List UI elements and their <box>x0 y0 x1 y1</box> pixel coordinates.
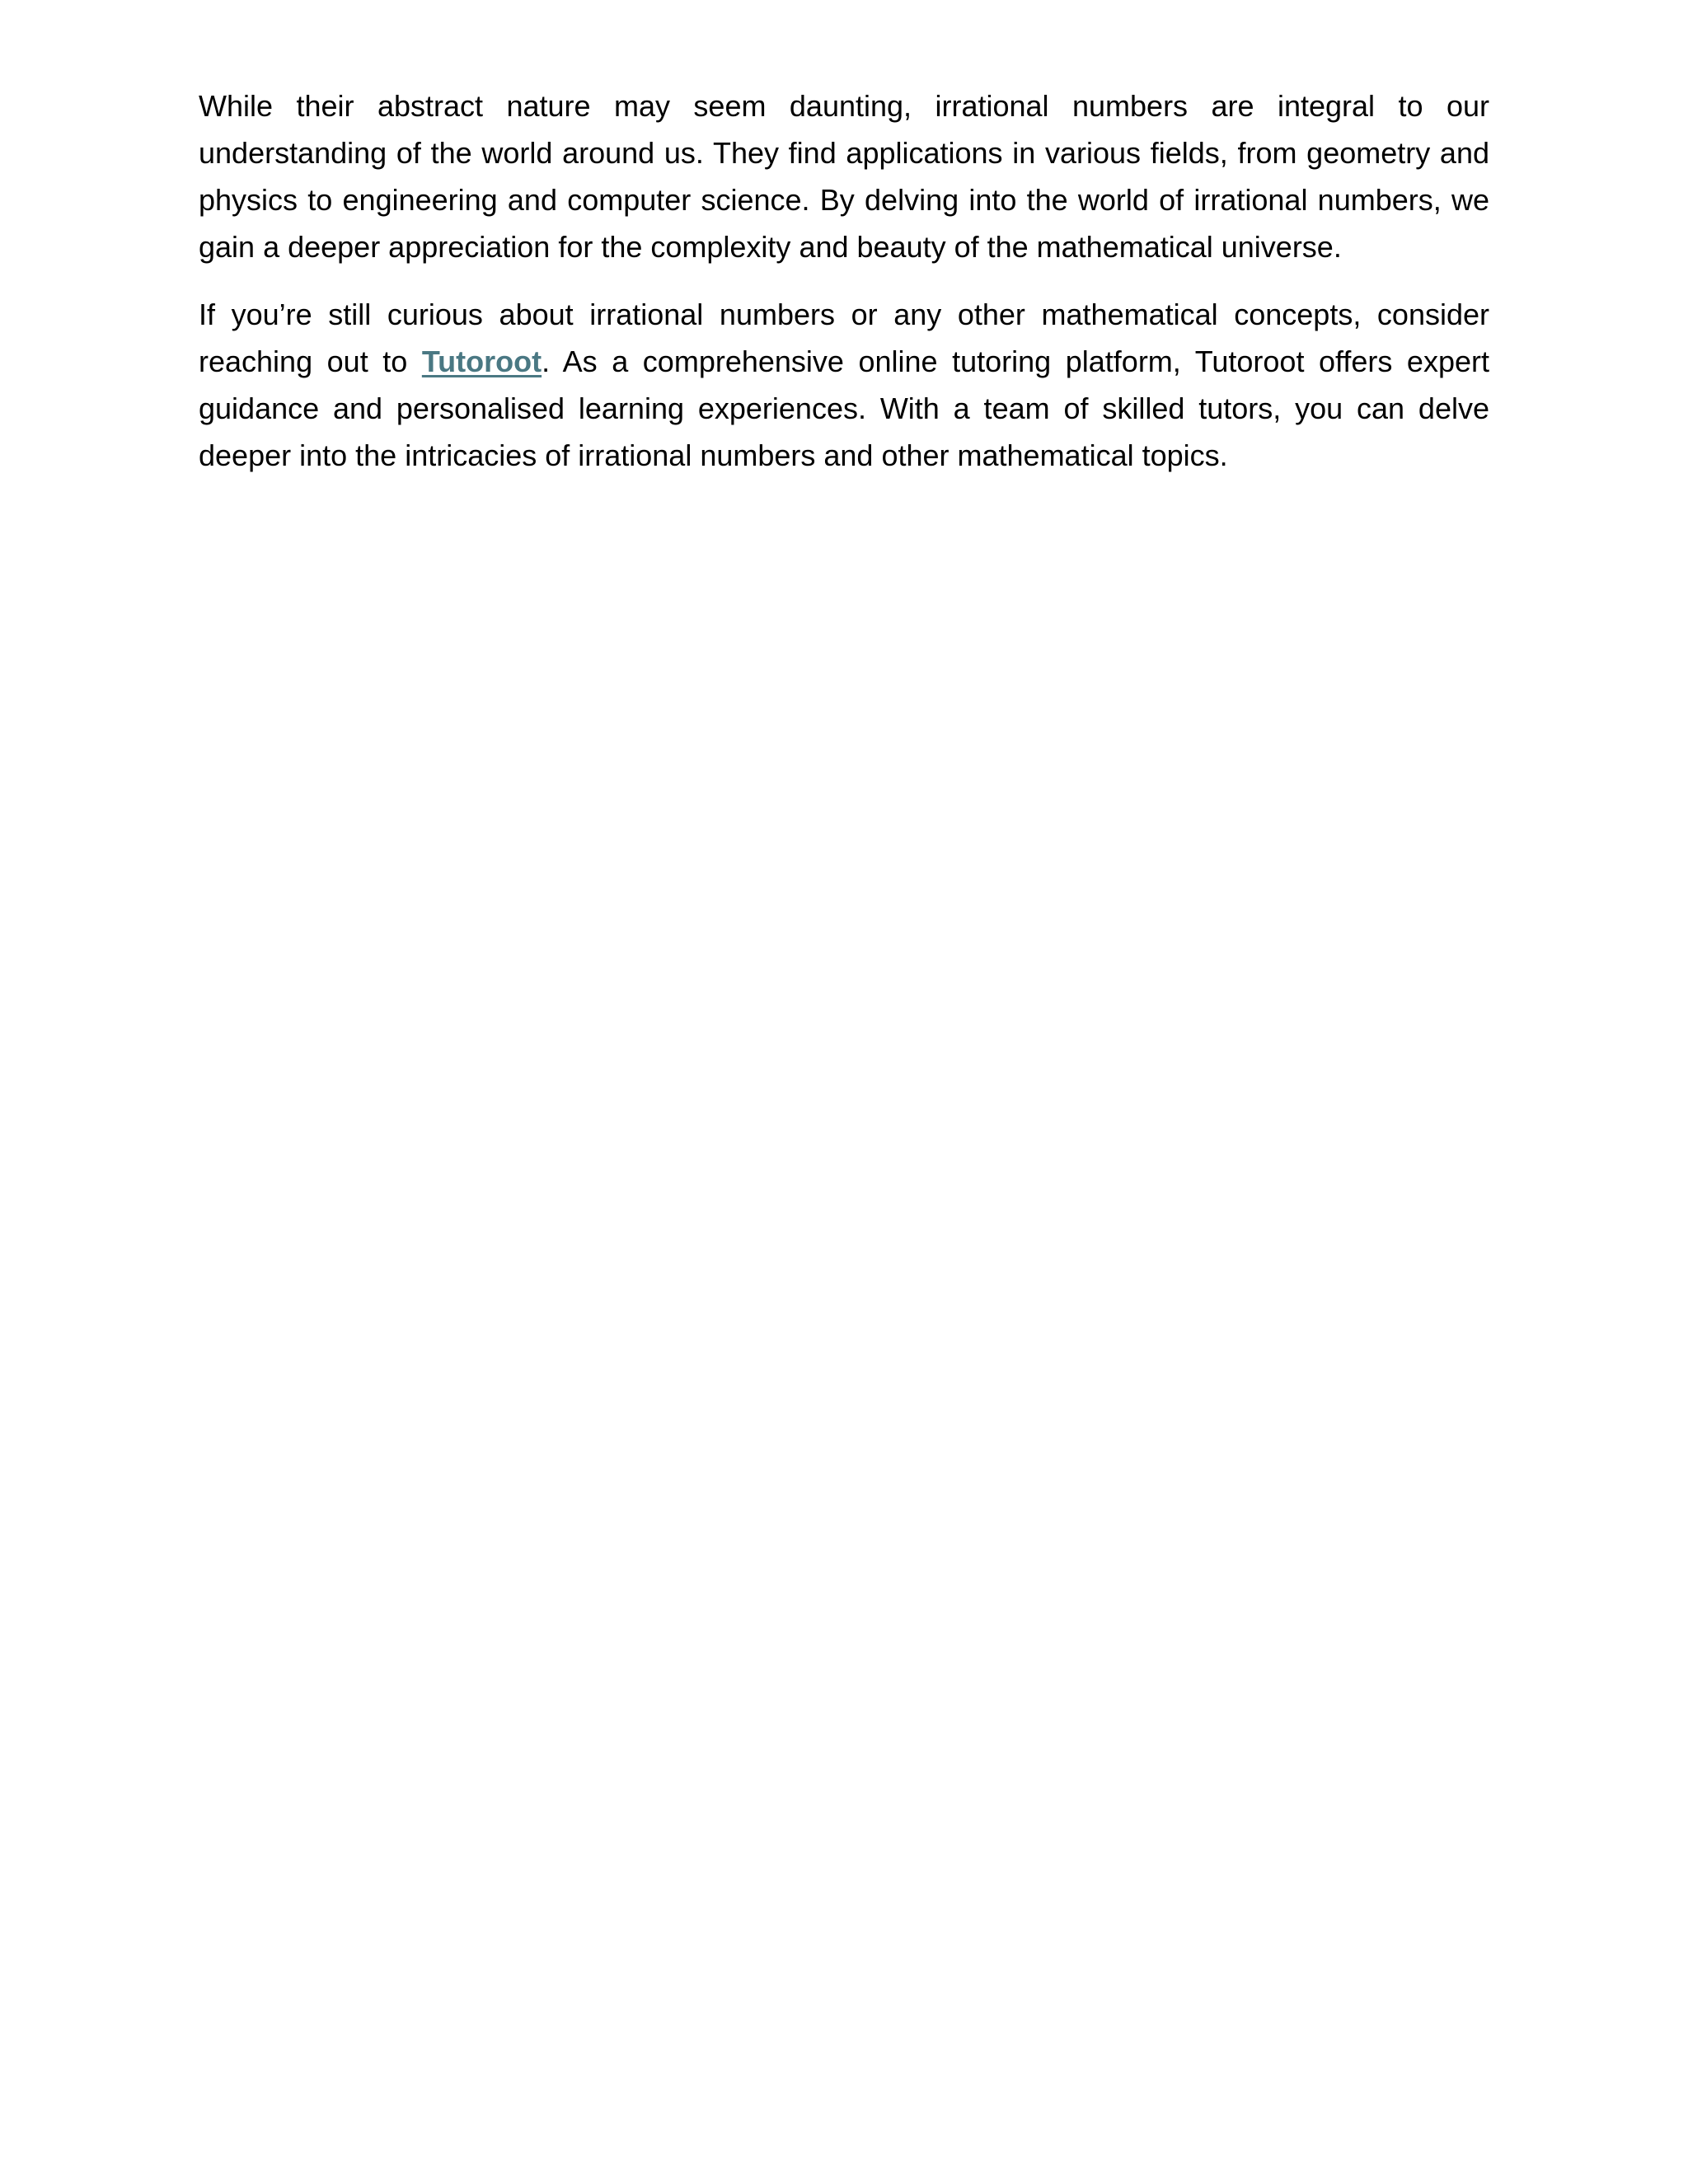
paragraph-text-before-link: If you’re still curious about irrational numbers or any other mathematical concepts, consider reaching out to <box>199 298 1489 378</box>
document-body <box>199 82 1489 499</box>
paragraph-tutoroot <box>199 291 1489 479</box>
paragraph-text-after-link: . As a comprehensive online tutoring platform, Tutoroot offers expert guidance and personalised learning experiences. With a team of skilled tutors, you can delve deeper into the intricacies of irrational numbers and other mathematical topics. <box>199 344 1489 472</box>
tutoroot-link[interactable]: Tutoroot <box>421 344 542 378</box>
paragraph-conclusion: While their abstract nature may seem daunting, irrational numbers are integral to our understanding of the world around us. They find applications in various fields, from geometry and physics to engineering and computer science. By delving into the world of irrational numbers, we gain a deeper appreciation for the complexity and beauty of the mathematical universe. <box>199 89 1489 264</box>
